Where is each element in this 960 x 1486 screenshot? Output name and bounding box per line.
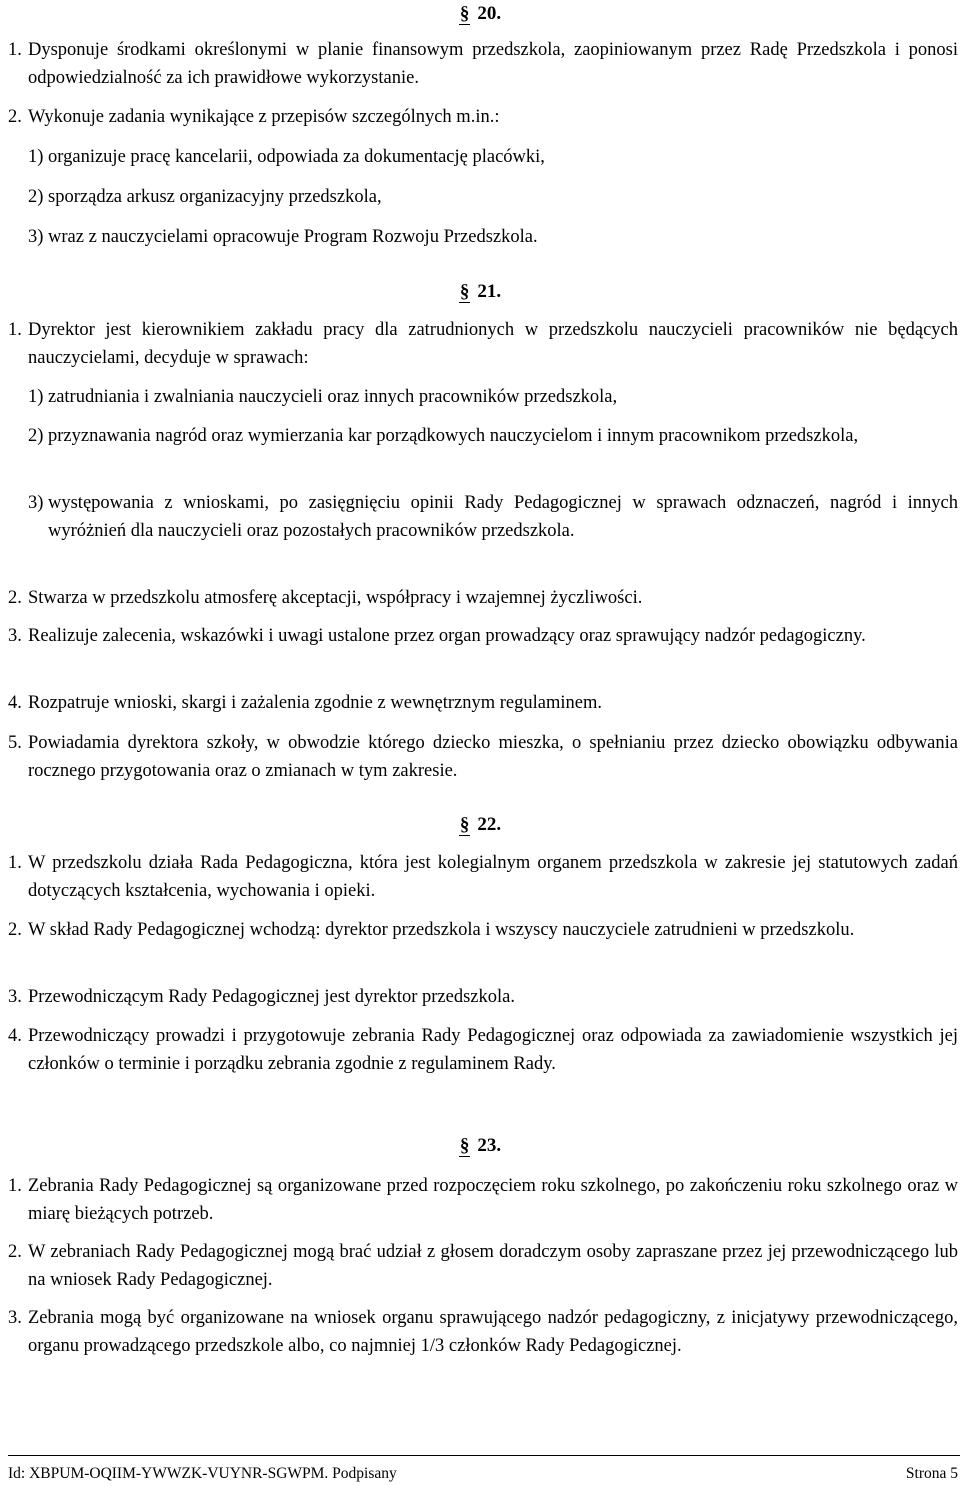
sub-list-item	[28, 489, 958, 545]
sub-list-item	[28, 223, 958, 251]
list-item	[8, 1304, 958, 1360]
item-number: 2.	[8, 588, 22, 608]
item-text: Dyrektor jest kierownikiem zakładu pracy dla zatrudnionych w przedszkolu nauczycieli pracowników nie będących nauczycielami, decyduje w sprawach:	[28, 320, 958, 368]
section-symbol: §	[459, 281, 470, 302]
section-number: 21.	[477, 281, 502, 302]
item-number: 1.	[8, 1176, 22, 1196]
item-text: występowania z wnioskami, po zasięgnięciu opinii Rady Pedagogicznej w sprawach odznaczeń, nagród i innych wyróżnień dla nauczycieli oraz pozostałych pracowników przedszkola.	[48, 493, 958, 541]
item-number: 2)	[28, 426, 44, 446]
item-number: 2.	[8, 107, 22, 127]
item-text: Przewodniczący prowadzi i przygotowuje zebrania Rady Pedagogicznej oraz odpowiada za zawiadomienie wszystkich jej członków o terminie i porządku zebrania zgodnie z regulaminem Rady.	[28, 1026, 958, 1074]
list-item	[8, 729, 958, 785]
item-number: 3.	[8, 1308, 22, 1328]
section-number: 23.	[477, 1135, 502, 1156]
item-text: Stwarza w przedszkolu atmosferę akceptacji, współpracy i wzajemnej życzliwości.	[28, 588, 643, 608]
item-number: 5.	[8, 733, 22, 753]
section-heading-21	[0, 280, 960, 304]
list-item	[8, 849, 958, 905]
item-text: W zebraniach Rady Pedagogicznej mogą brać udział z głosem doradczym osoby zapraszane przez jej przewodniczącego lub na wniosek Rady Pedagogicznej.	[28, 1242, 958, 1290]
document-id: Id: XBPUM-OQIIM-YWWZK-VUYNR-SGWPM. Podpisany	[8, 1465, 397, 1482]
sub-list-item	[28, 383, 958, 411]
list-item	[8, 1172, 958, 1228]
section-symbol: §	[459, 3, 470, 24]
item-text: Rozpatruje wnioski, skargi i zażalenia zgodnie z wewnętrznym regulaminem.	[28, 693, 602, 713]
section-heading-23	[0, 1134, 960, 1158]
item-number: 3.	[8, 626, 22, 646]
item-number: 4.	[8, 1026, 22, 1046]
section-number: 20.	[477, 3, 502, 24]
item-text: W skład Rady Pedagogicznej wchodzą: dyrektor przedszkola i wszyscy nauczyciele zatrudnieni w przedszkolu.	[28, 920, 855, 940]
sub-list-item	[28, 422, 958, 450]
item-number: 2.	[8, 920, 22, 940]
section-heading-22	[0, 813, 960, 837]
item-text: Wykonuje zadania wynikające z przepisów szczególnych m.in.:	[28, 107, 500, 127]
footer-divider	[8, 1455, 960, 1456]
section-symbol: §	[459, 814, 470, 835]
item-number: 2.	[8, 1242, 22, 1262]
sub-list-item	[28, 143, 958, 171]
item-text: Realizuje zalecenia, wskazówki i uwagi ustalone przez organ prowadzący oraz sprawujący nadzór pedagogiczny.	[28, 626, 866, 646]
list-item	[8, 622, 958, 650]
list-item	[8, 983, 958, 1011]
item-number: 4.	[8, 693, 22, 713]
sub-list-item	[28, 183, 958, 211]
item-number: 1.	[8, 320, 22, 340]
section-heading-20	[0, 2, 960, 26]
section-symbol: §	[459, 1135, 470, 1156]
item-text: przyznawania nagród oraz wymierzania kar porządkowych nauczycielom i innym pracownikom przedszkola,	[48, 426, 859, 446]
item-text: Zebrania mogą być organizowane na wniosek organu sprawującego nadzór pedagogiczny, z inicjatywy przewodniczącego, organu prowadzącego przedszkole albo, co najmniej 1/3 członków Rady Pedagogicznej.	[28, 1308, 958, 1356]
item-text: 3) wraz z nauczycielami opracowuje Program Rozwoju Przedszkola.	[28, 227, 538, 247]
item-number: 1.	[8, 853, 22, 873]
list-item	[8, 1238, 958, 1294]
item-text: Dysponuje środkami określonymi w planie finansowym przedszkola, zaopiniowanym przez Radę Przedszkola i ponosi odpowiedzialność za ich prawidłowe wykorzystanie.	[28, 40, 958, 88]
page-number: Strona 5	[905, 1465, 958, 1482]
item-text: Zebrania Rady Pedagogicznej są organizowane przed rozpoczęciem roku szkolnego, po zakończeniu roku szkolnego oraz w miarę bieżących potrzeb.	[28, 1176, 958, 1224]
list-item	[8, 584, 958, 612]
section-number: 22.	[477, 814, 502, 835]
item-text: Powiadamia dyrektora szkoły, w obwodzie którego dziecko mieszka, o spełnianiu przez dziecko obowiązku odbywania rocznego przygotowania oraz o zmianach w tym zakresie.	[28, 733, 958, 781]
item-text: 2) sporządza arkusz organizacyjny przedszkola,	[28, 187, 382, 207]
list-item	[8, 916, 958, 944]
list-item	[8, 103, 958, 131]
item-number: 1.	[8, 40, 22, 60]
list-item	[8, 36, 958, 92]
list-item	[8, 689, 958, 717]
item-text: Przewodniczącym Rady Pedagogicznej jest dyrektor przedszkola.	[28, 987, 515, 1007]
list-item	[8, 316, 958, 372]
item-text: 1) organizuje pracę kancelarii, odpowiada za dokumentację placówki,	[28, 147, 545, 167]
item-number: 3.	[8, 987, 22, 1007]
list-item	[8, 1022, 958, 1078]
item-number: 3)	[28, 493, 44, 513]
item-text: zatrudniania i zwalniania nauczycieli oraz innych pracowników przedszkola,	[48, 387, 618, 407]
item-text: W przedszkolu działa Rada Pedagogiczna, która jest kolegialnym organem przedszkola w zakresie jej statutowych zadań dotyczących kształcenia, wychowania i opieki.	[28, 853, 958, 901]
item-number: 1)	[28, 387, 44, 407]
